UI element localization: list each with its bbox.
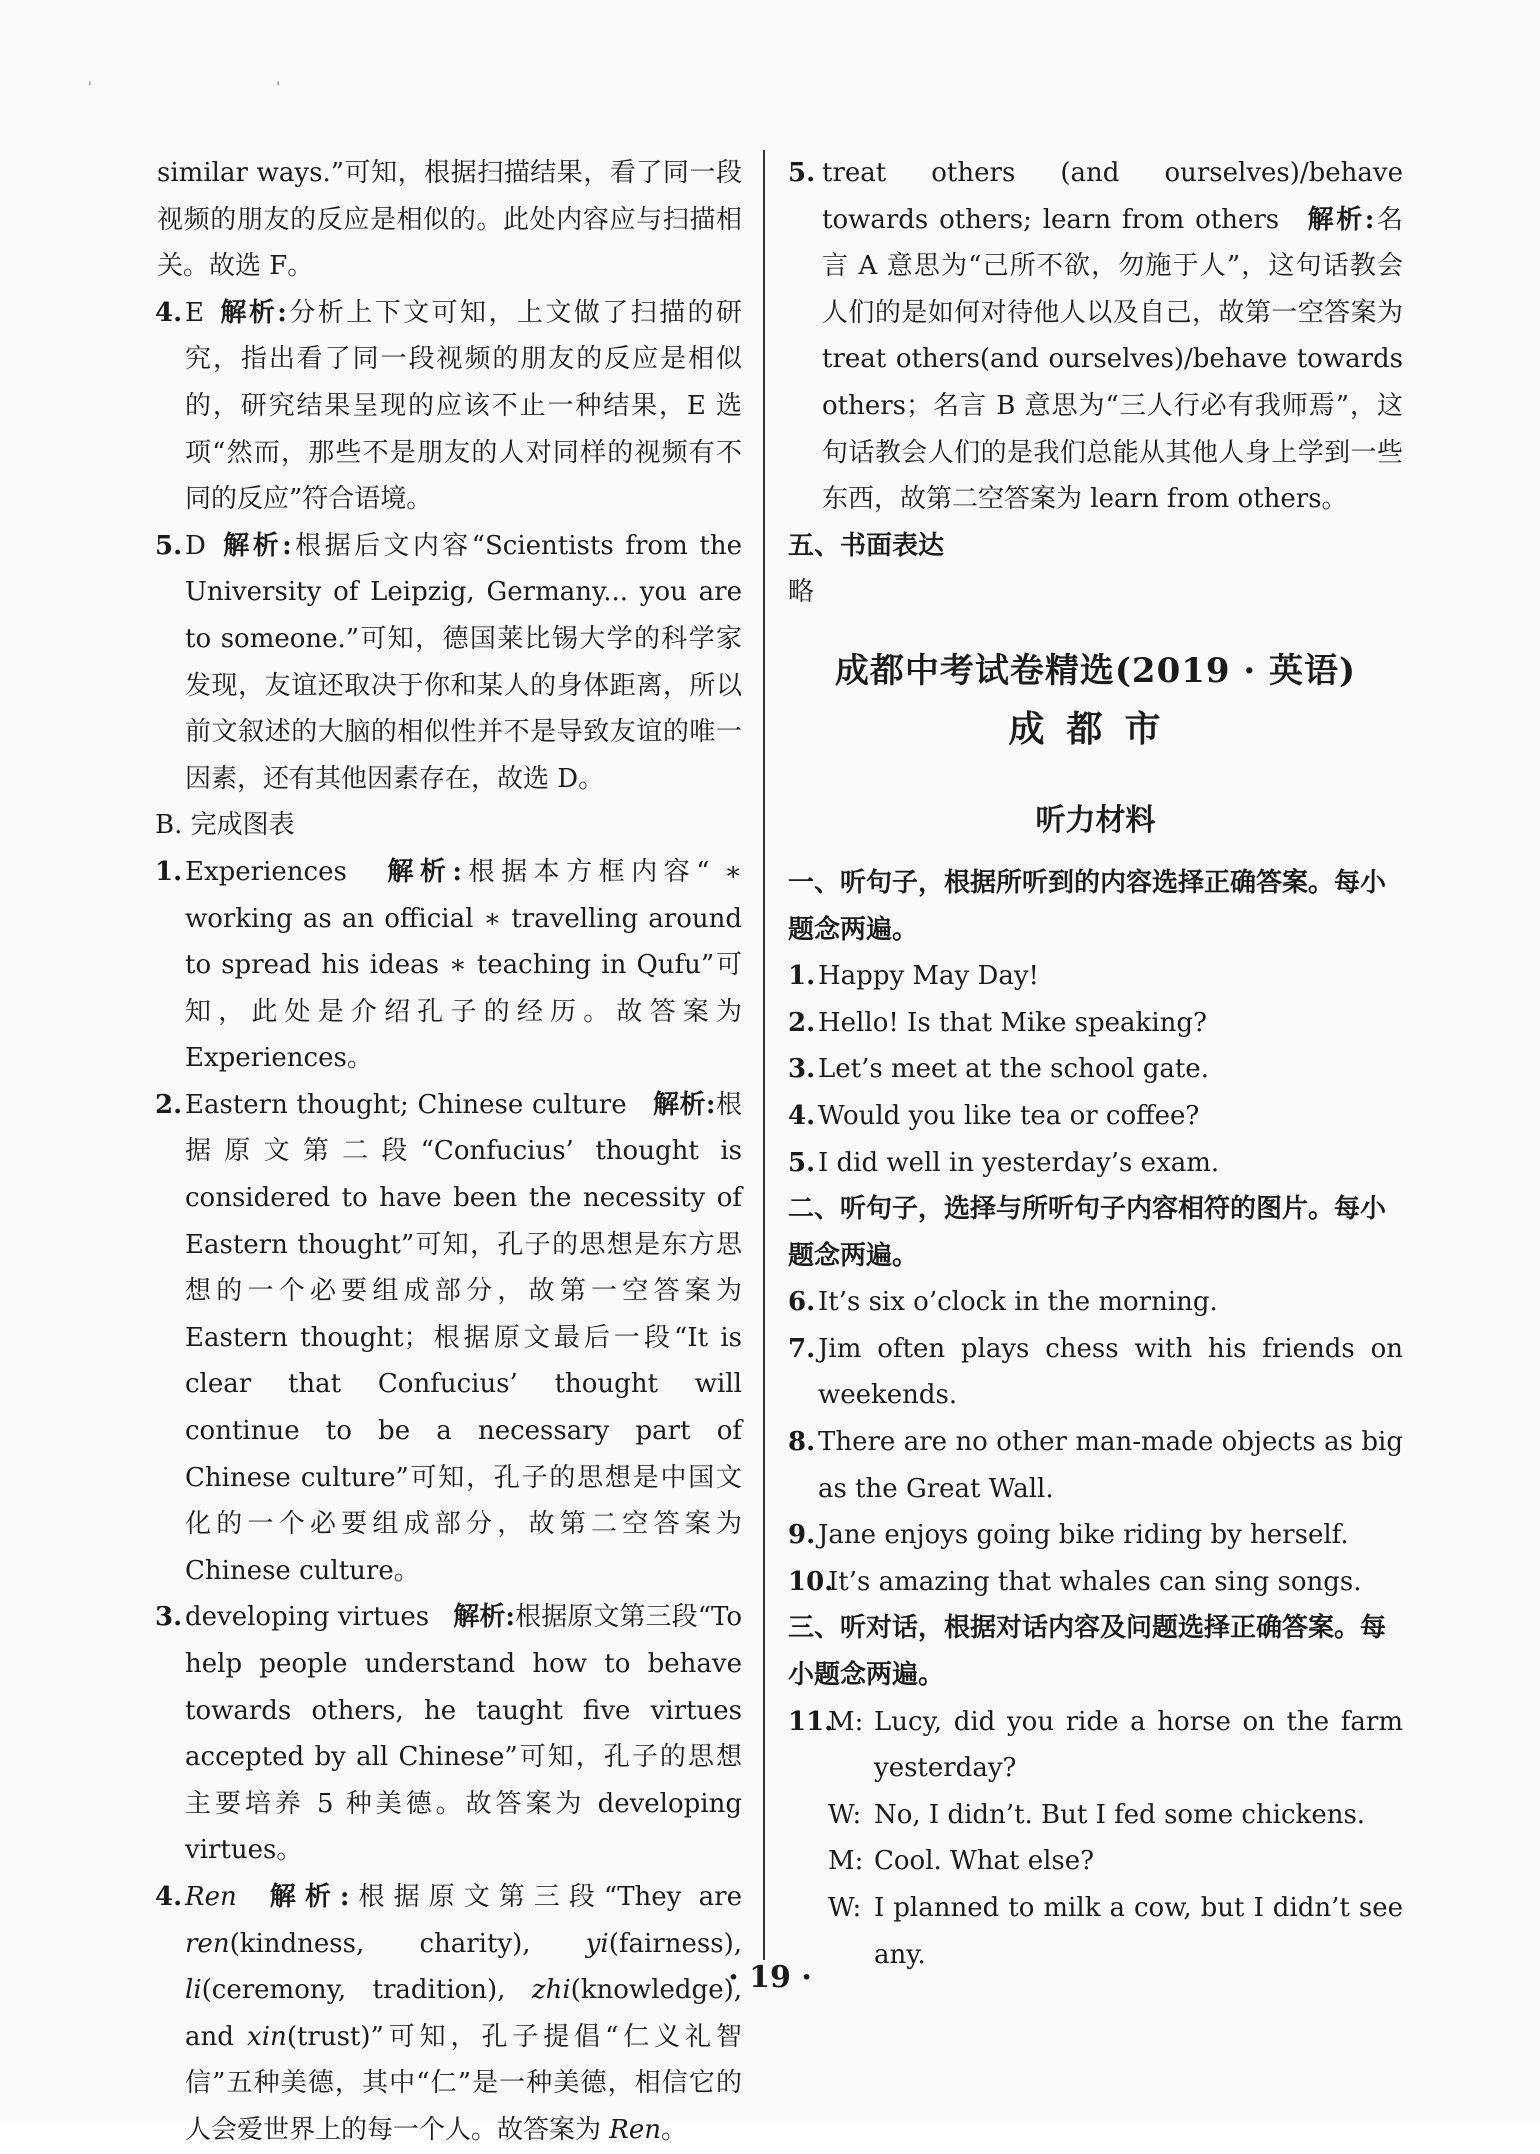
answer-text: Eastern thought; Chinese culture: [185, 1089, 627, 1120]
analysis-label: 解析:: [380, 856, 463, 887]
sentence-text: Hello! Is that Mike speaking?: [818, 1007, 1207, 1038]
sentence-text: I did well in yesterday’s exam.: [818, 1147, 1220, 1178]
scan-marks: ' ': [88, 80, 371, 96]
item-number: 5.: [155, 530, 183, 561]
pinyin-ren: ren: [185, 1928, 230, 1959]
speaker-label: M:: [828, 1846, 864, 1877]
item-number: 5.: [788, 1147, 816, 1178]
answer-text: treat others (and ourselves)/behave towards others; learn from others: [822, 158, 1403, 235]
analysis-label: 解析:: [217, 297, 287, 328]
list-item: [788, 1000, 1403, 1047]
answer-text: Ren: [185, 1881, 237, 1912]
answer-item-c5: [788, 150, 1403, 523]
analysis-text: (kindness, charity),: [229, 1928, 586, 1959]
item-number: 9.: [788, 1520, 816, 1551]
answer-item-b3: [155, 1594, 742, 1874]
dialogue-line: [828, 1792, 1403, 1839]
answer-text: D: [185, 530, 206, 561]
item-number: 3.: [155, 1602, 183, 1633]
list-item: [788, 1559, 1403, 1606]
column-divider: [763, 150, 765, 1960]
analysis-text: 根据原文第三段“To help people understand how to behave towards others, he taught five virtues accepted by all Chinese”可知，孔子的思想主要培养 5 种美德。故答案为 developing virtues。: [185, 1602, 742, 1866]
dialogue-text: I planned to milk a cow, but I didn’t see any.: [874, 1893, 1403, 1970]
sentence-text: Let’s meet at the school gate.: [818, 1054, 1209, 1085]
analysis-text: 根据后文内容“Scientists from the University of Leipzig, Germany... you are to someone.”可知，德国莱比锡大学的科学家发现，友谊还取决于你和某人的身体距离，所以前文叙述的大脑的相似性并不是导致友谊的唯一因素，还有其他因素存在，故选 D。: [185, 530, 742, 794]
part-two-heading: 二、听句子，选择与所听句子内容相符的图片。每小题念两遍。: [788, 1194, 1387, 1271]
pinyin-zhi: zhi: [531, 1975, 571, 2006]
sentence-text: Jane enjoys going bike riding by herself.: [818, 1520, 1349, 1551]
speaker-label: M:: [828, 1706, 864, 1737]
dialogue-text: No, I didn’t. But I fed some chickens.: [874, 1799, 1366, 1830]
list-item: [788, 1512, 1403, 1559]
item-number: 3.: [788, 1054, 816, 1085]
page-number: · 19 ·: [728, 1960, 812, 1995]
intro-paragraph: similar ways.”可知，根据扫描结果，看了同一段视频的朋友的反应是相似的。此处内容应与扫描相关。故选 F。: [157, 158, 742, 282]
item-number: 8.: [788, 1427, 816, 1458]
sentence-text: Would you like tea or coffee?: [818, 1100, 1200, 1131]
analysis-text: 分析上下文可知，上文做了扫描的研究，指出看了同一段视频的朋友的反应是相似的，研究结果呈现的应该不止一种结果，E 选项“然而，那些不是朋友的人对同样的视频有不同的反应”符合语境。: [185, 297, 742, 515]
sentence-text: There are no other man-made objects as big as the Great Wall.: [818, 1427, 1403, 1504]
answer-item-b4: [155, 1874, 742, 2154]
list-item: [788, 1326, 1403, 1419]
analysis-text: 名言 A 意思为“己所不欲，勿施于人”，这句话教会人们的是如何对待他人以及自己，故第一空答案为 treat others(and ourselves)/behave towards others；名言 B 意思为“三人行必有我师焉”，这句话教会人们的是我们总能从其他人身上学到一些东西，故第二空答案为 learn from others。: [822, 204, 1403, 515]
list-item: [788, 1093, 1403, 1140]
dialogue-text: Cool. What else?: [874, 1846, 1095, 1877]
list-item: [788, 1140, 1403, 1187]
sentence-text: Happy May Day!: [818, 961, 1039, 992]
analysis-text: (trust)”可知，孔子提倡“仁义礼智信”五种美德，其中“仁”是一种美德，相信它的人会爱世界上的每一个人。故答案为: [185, 2021, 743, 2145]
item-number: 10.: [788, 1566, 834, 1597]
item-number: 4.: [155, 1881, 183, 1912]
part-one-heading: 一、听句子，根据所听到的内容选择正确答案。每小题念两遍。: [788, 867, 1387, 945]
item-number: 1.: [155, 856, 183, 887]
exam-title-block: [788, 642, 1403, 758]
right-column: [788, 150, 1403, 1978]
answer-item-a5: [155, 523, 742, 803]
answer-item-b1: [155, 849, 742, 1082]
answer-item-b2: [155, 1082, 742, 1595]
section-five-heading: 五、书面表达: [788, 530, 945, 561]
part-one-list: [788, 953, 1403, 1186]
analysis-text: (knowledge), and: [185, 1975, 742, 2052]
left-column: [155, 150, 742, 2154]
analysis-text: (fairness),: [608, 1928, 742, 1959]
item-number: 5.: [788, 158, 816, 188]
analysis-label: 解析:: [260, 1881, 350, 1912]
answer-text: E: [185, 297, 204, 328]
sentence-text: It’s amazing that whales can sing songs.: [828, 1566, 1362, 1597]
pinyin-yi: yi: [585, 1928, 609, 1959]
item-number: 7.: [788, 1333, 816, 1364]
item-number: 11.: [788, 1706, 834, 1737]
speaker-label: W:: [828, 1799, 862, 1830]
dialogue-line: [828, 1699, 1403, 1792]
part-three-heading: 三、听对话，根据对话内容及问题选择正确答案。每小题念两遍。: [788, 1613, 1387, 1691]
city-title: 成都市: [1008, 707, 1183, 750]
analysis-label: 解析:: [1305, 204, 1375, 235]
pinyin-li: li: [185, 1975, 202, 2006]
analysis-label: 解析:: [652, 1089, 716, 1120]
list-item: [788, 953, 1403, 1000]
analysis-text: 根据原文第三段“They are: [349, 1881, 742, 1912]
item-number: 2.: [788, 1007, 816, 1038]
analysis-text: 。: [660, 2114, 687, 2145]
section-b-heading: B. 完成图表: [155, 810, 295, 841]
section-five-answer: 略: [788, 577, 815, 608]
item-number: 1.: [788, 961, 816, 992]
pinyin-xin: xin: [247, 2021, 287, 2052]
analysis-text: 根据本方框内容“ ∗ working as an official ∗ travelling around to spread his ideas ∗ teaching in Qufu”可知，此处是介绍孔子的经历。故答案为 Experiences。: [185, 856, 742, 1074]
analysis-text: 根据原文第二段“Confucius’ thought is considered to have been the necessity of Eastern thought”可知，孔子的思想是东方思想的一个必要组成部分，故第一空答案为 Eastern thought；根据原文最后一段“It is clear that Confucius’ thought will continue to be a necessary part of Chinese culture”可知，孔子的思想是中国文化的一个必要组成部分，故第二空答案为 Chinese culture。: [185, 1089, 742, 1586]
dialogue-11: [788, 1699, 1403, 1979]
part-two-list: [788, 1279, 1403, 1605]
item-number: 6.: [788, 1287, 816, 1318]
item-number: 4.: [155, 297, 183, 328]
list-item: [788, 1279, 1403, 1326]
analysis-text: (ceremony, tradition),: [201, 1975, 532, 2006]
exam-title: 成都中考试卷精选(2019 · 英语): [834, 650, 1357, 691]
answer-text: developing virtues: [185, 1602, 430, 1633]
dialogue-line: [828, 1838, 1403, 1885]
sentence-text: Jim often plays chess with his friends on weekends.: [818, 1333, 1403, 1411]
analysis-label: 解析:: [219, 530, 292, 561]
list-item: [788, 1419, 1403, 1512]
answer-text: Experiences: [185, 856, 347, 887]
item-number: 4.: [788, 1100, 816, 1131]
listening-title: 听力材料: [1035, 802, 1156, 838]
answer-item-a4: [155, 290, 742, 523]
dialogue-text: Lucy, did you ride a horse on the farm yesterday?: [874, 1706, 1403, 1784]
sentence-text: It’s six o’clock in the morning.: [818, 1287, 1218, 1318]
speaker-label: W:: [828, 1893, 862, 1923]
analysis-label: 解析:: [453, 1602, 516, 1633]
list-item: [788, 1046, 1403, 1093]
answer-ren: Ren: [609, 2114, 661, 2145]
item-number: 2.: [155, 1089, 183, 1120]
